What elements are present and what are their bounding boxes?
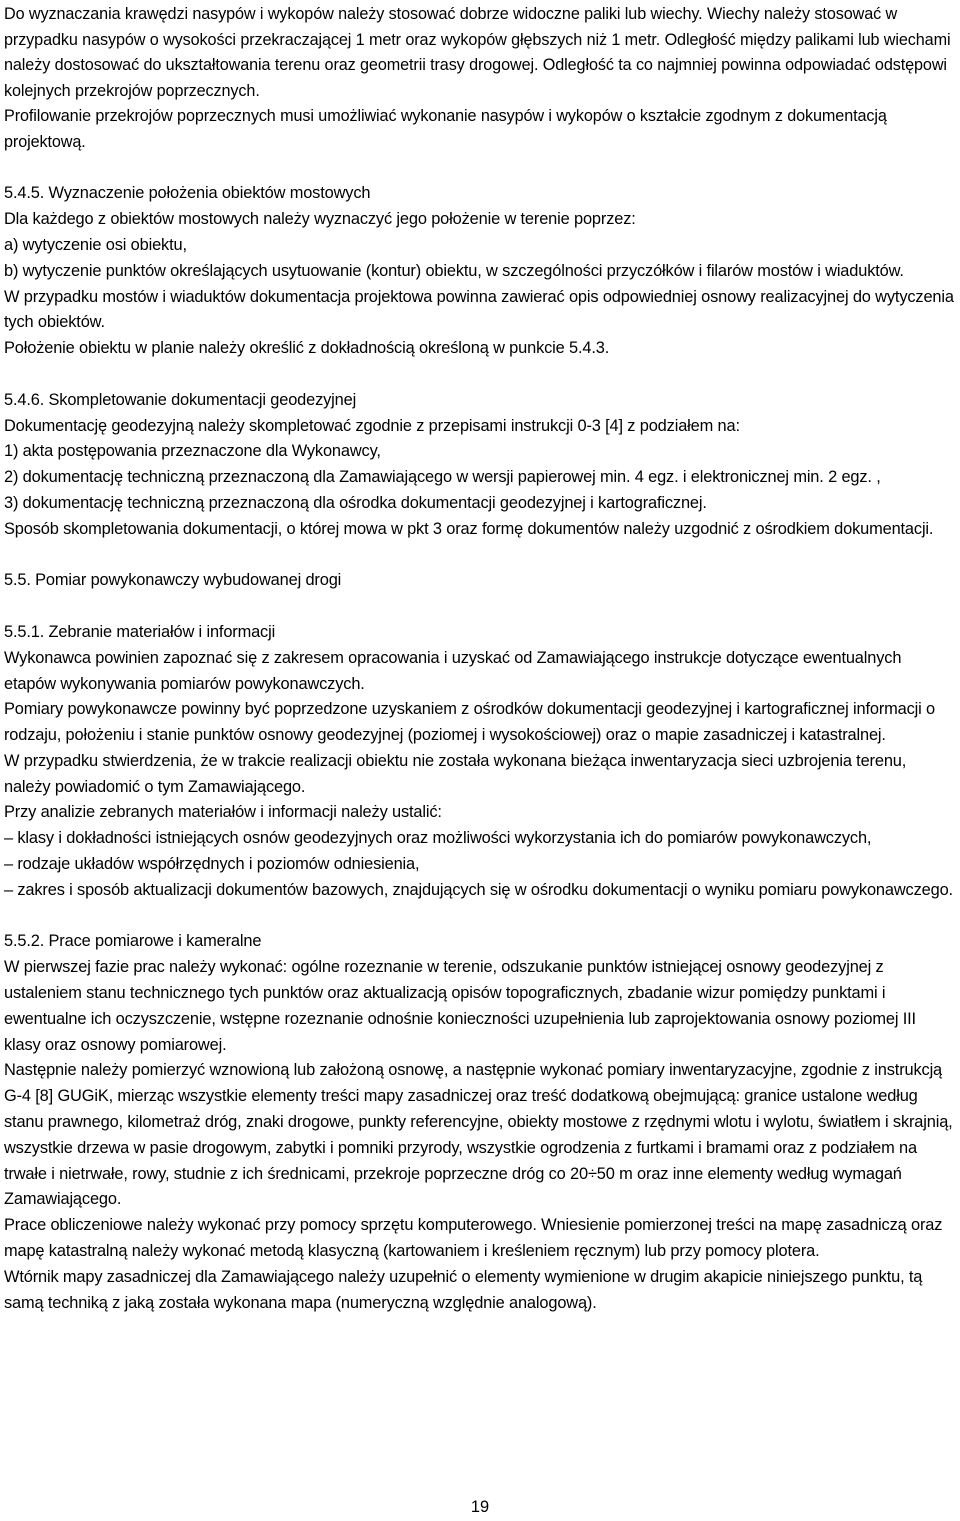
paragraph: Sposób skompletowania dokumentacji, o której mowa w pkt 3 oraz formę dokumentów należy uzgodnić z ośrodkiem dokumentacji. — [4, 519, 934, 538]
section-heading-5-5-2: 5.5.2. Prace pomiarowe i kameralne — [4, 932, 262, 951]
list-item: b) wytyczenie punktów określających usytuowanie (kontur) obiektu, w szczególności przyczółków i filarów mostów i wiaduktów. — [4, 261, 904, 280]
list-item: – klasy i dokładności istniejących osnów geodezyjnych oraz możliwości wykorzystania ich do pomiarów powykonawczych, — [4, 829, 872, 848]
paragraph: Wykonawca powinien zapoznać się z zakresem opracowania i uzyskać od Zamawiającego instrukcje dotyczące ewentualnych etapów wykonywania pomiarów powykonawczych. — [4, 648, 902, 693]
section-heading-5-5: 5.5. Pomiar powykonawczy wybudowanej drogi — [4, 571, 342, 590]
paragraph: W przypadku stwierdzenia, że w trakcie realizacji obiektu nie została wykonana bieżąca inwentaryzacja sieci uzbrojenia terenu, należy powiadomić o tym Zamawiającego. — [4, 751, 907, 796]
paragraph: W przypadku mostów i wiaduktów dokumentacja projektowa powinna zawierać opis odpowiedniej osnowy realizacyjnej do wytyczenia tych obiektów. — [4, 287, 954, 332]
paragraph: Przy analizie zebranych materiałów i informacji należy ustalić: — [4, 803, 442, 822]
section-gap — [4, 362, 954, 388]
paragraph: Położenie obiektu w planie należy określić z dokładnością określoną w punkcie 5.4.3. — [4, 339, 610, 358]
intro-paragraph-1: Do wyznaczania krawędzi nasypów i wykopów należy stosować dobrze widoczne paliki lub wiechy. Wiechy należy stosować w przypadku nasypów o wysokości przekraczającej 1 metr oraz wykopów głębszych niż 1 metr. Odległość między palikami lub wiechami należy dostosować do ukształtowania terenu oraz geometrii trasy drogowej. Odległość ta co najmniej powinna odpowiadać odstępowi kolejnych przekrojów poprzecznych. — [4, 5, 951, 100]
list-item: a) wytyczenie osi obiektu, — [4, 235, 187, 254]
page-number: 19 — [470, 1498, 490, 1516]
list-item: – rodzaje układów współrzędnych i poziomów odniesienia, — [4, 855, 420, 874]
paragraph: Prace obliczeniowe należy wykonać przy pomocy sprzętu komputerowego. Wniesienie pomierzonej treści na mapę zasadniczą oraz mapę katastralną należy wykonać metodą klasyczną (kartowaniem i kreśleniem ręcznym) lub przy pomocy plotera. — [4, 1216, 943, 1261]
section-heading-5-5-1: 5.5.1. Zebranie materiałów i informacji — [4, 622, 276, 641]
section-heading-5-4-5: 5.4.5. Wyznaczenie położenia obiektów mostowych — [4, 184, 371, 203]
list-item: 3) dokumentację techniczną przeznaczoną dla ośrodka dokumentacji geodezyjnej i kartograficznej. — [4, 493, 707, 512]
list-item: 2) dokumentację techniczną przeznaczoną dla Zamawiającego w wersji papierowej min. 4 egz. i elektronicznej min. 2 egz. , — [4, 468, 881, 487]
paragraph: Następnie należy pomierzyć wznowioną lub założoną osnowę, a następnie wykonać pomiary inwentaryzacyjne, zgodnie z instrukcją G-4 [8] GUGiK, mierząc wszystkie elementy treści mapy zasadniczej oraz treść dodatkową obejmującą: granice ustalone według stanu prawnego, kilometraż dróg, znaki drogowe, punkty referencyjne, obiekty mostowe z rzędnymi wlotu i wylotu, światłem i skrajnią, wszystkie drzewa w pasie drogowym, zabytki i pomniki przyrody, wszystkie ogrodzenia z furtkami i bramami oraz z podziałem na trwałe i nietrwałe, rowy, studnie z ich średnicami, przekroje poprzeczne dróg co 20÷50 m oraz inne elementy według wymagań Zamawiającego. — [4, 1061, 953, 1209]
list-item: 1) akta postępowania przeznaczone dla Wykonawcy, — [4, 442, 381, 461]
paragraph: Wtórnik mapy zasadniczej dla Zamawiającego należy uzupełnić o elementy wymienione w drugim akapicie niniejszego punktu, tą samą techniką z jaką została wykonana mapa (numeryczną względnie analogową). — [4, 1267, 923, 1312]
paragraph: Dla każdego z obiektów mostowych należy wyznaczyć jego położenie w terenie poprzez: — [4, 210, 636, 229]
document-page — [4, 2, 954, 1316]
section-gap — [4, 594, 954, 620]
section-gap — [4, 543, 954, 569]
paragraph: W pierwszej fazie prac należy wykonać: ogólne rozeznanie w terenie, odszukanie punktów istniejącej osnowy geodezyjnej z ustaleniem stanu technicznego tych punktów oraz aktualizacją opisów topograficznych, zbadanie wizur pomiędzy punktami i ewentualne ich oczyszczenie, wstępne rozeznanie odnośnie konieczności uzupełnienia lub zaprojektowania osnowy poziomej III klasy oraz osnowy pomiarowej. — [4, 958, 916, 1054]
paragraph: Pomiary powykonawcze powinny być poprzedzone uzyskaniem z ośrodków dokumentacji geodezyjnej i kartograficznej informacji o rodzaju, położeniu i stanie punktów osnowy geodezyjnej (poziomej i wysokościowej) oraz o mapie zasadniczej i katastralnej. — [4, 700, 935, 745]
paragraph: Dokumentację geodezyjną należy skompletować zgodnie z przepisami instrukcji 0-3 [4] z podziałem na: — [4, 416, 740, 435]
section-gap — [4, 904, 954, 930]
section-heading-5-4-6: 5.4.6. Skompletowanie dokumentacji geodezyjnej — [4, 390, 357, 409]
intro-paragraph-2: Profilowanie przekrojów poprzecznych musi umożliwiać wykonanie nasypów i wykopów o kształcie zgodnym z dokumentacją projektową. — [4, 107, 887, 151]
list-item: – zakres i sposób aktualizacji dokumentów bazowych, znajdujących się w ośrodku dokumentacji o wyniku pomiaru powykonawczego. — [4, 880, 953, 899]
section-gap — [4, 156, 954, 182]
